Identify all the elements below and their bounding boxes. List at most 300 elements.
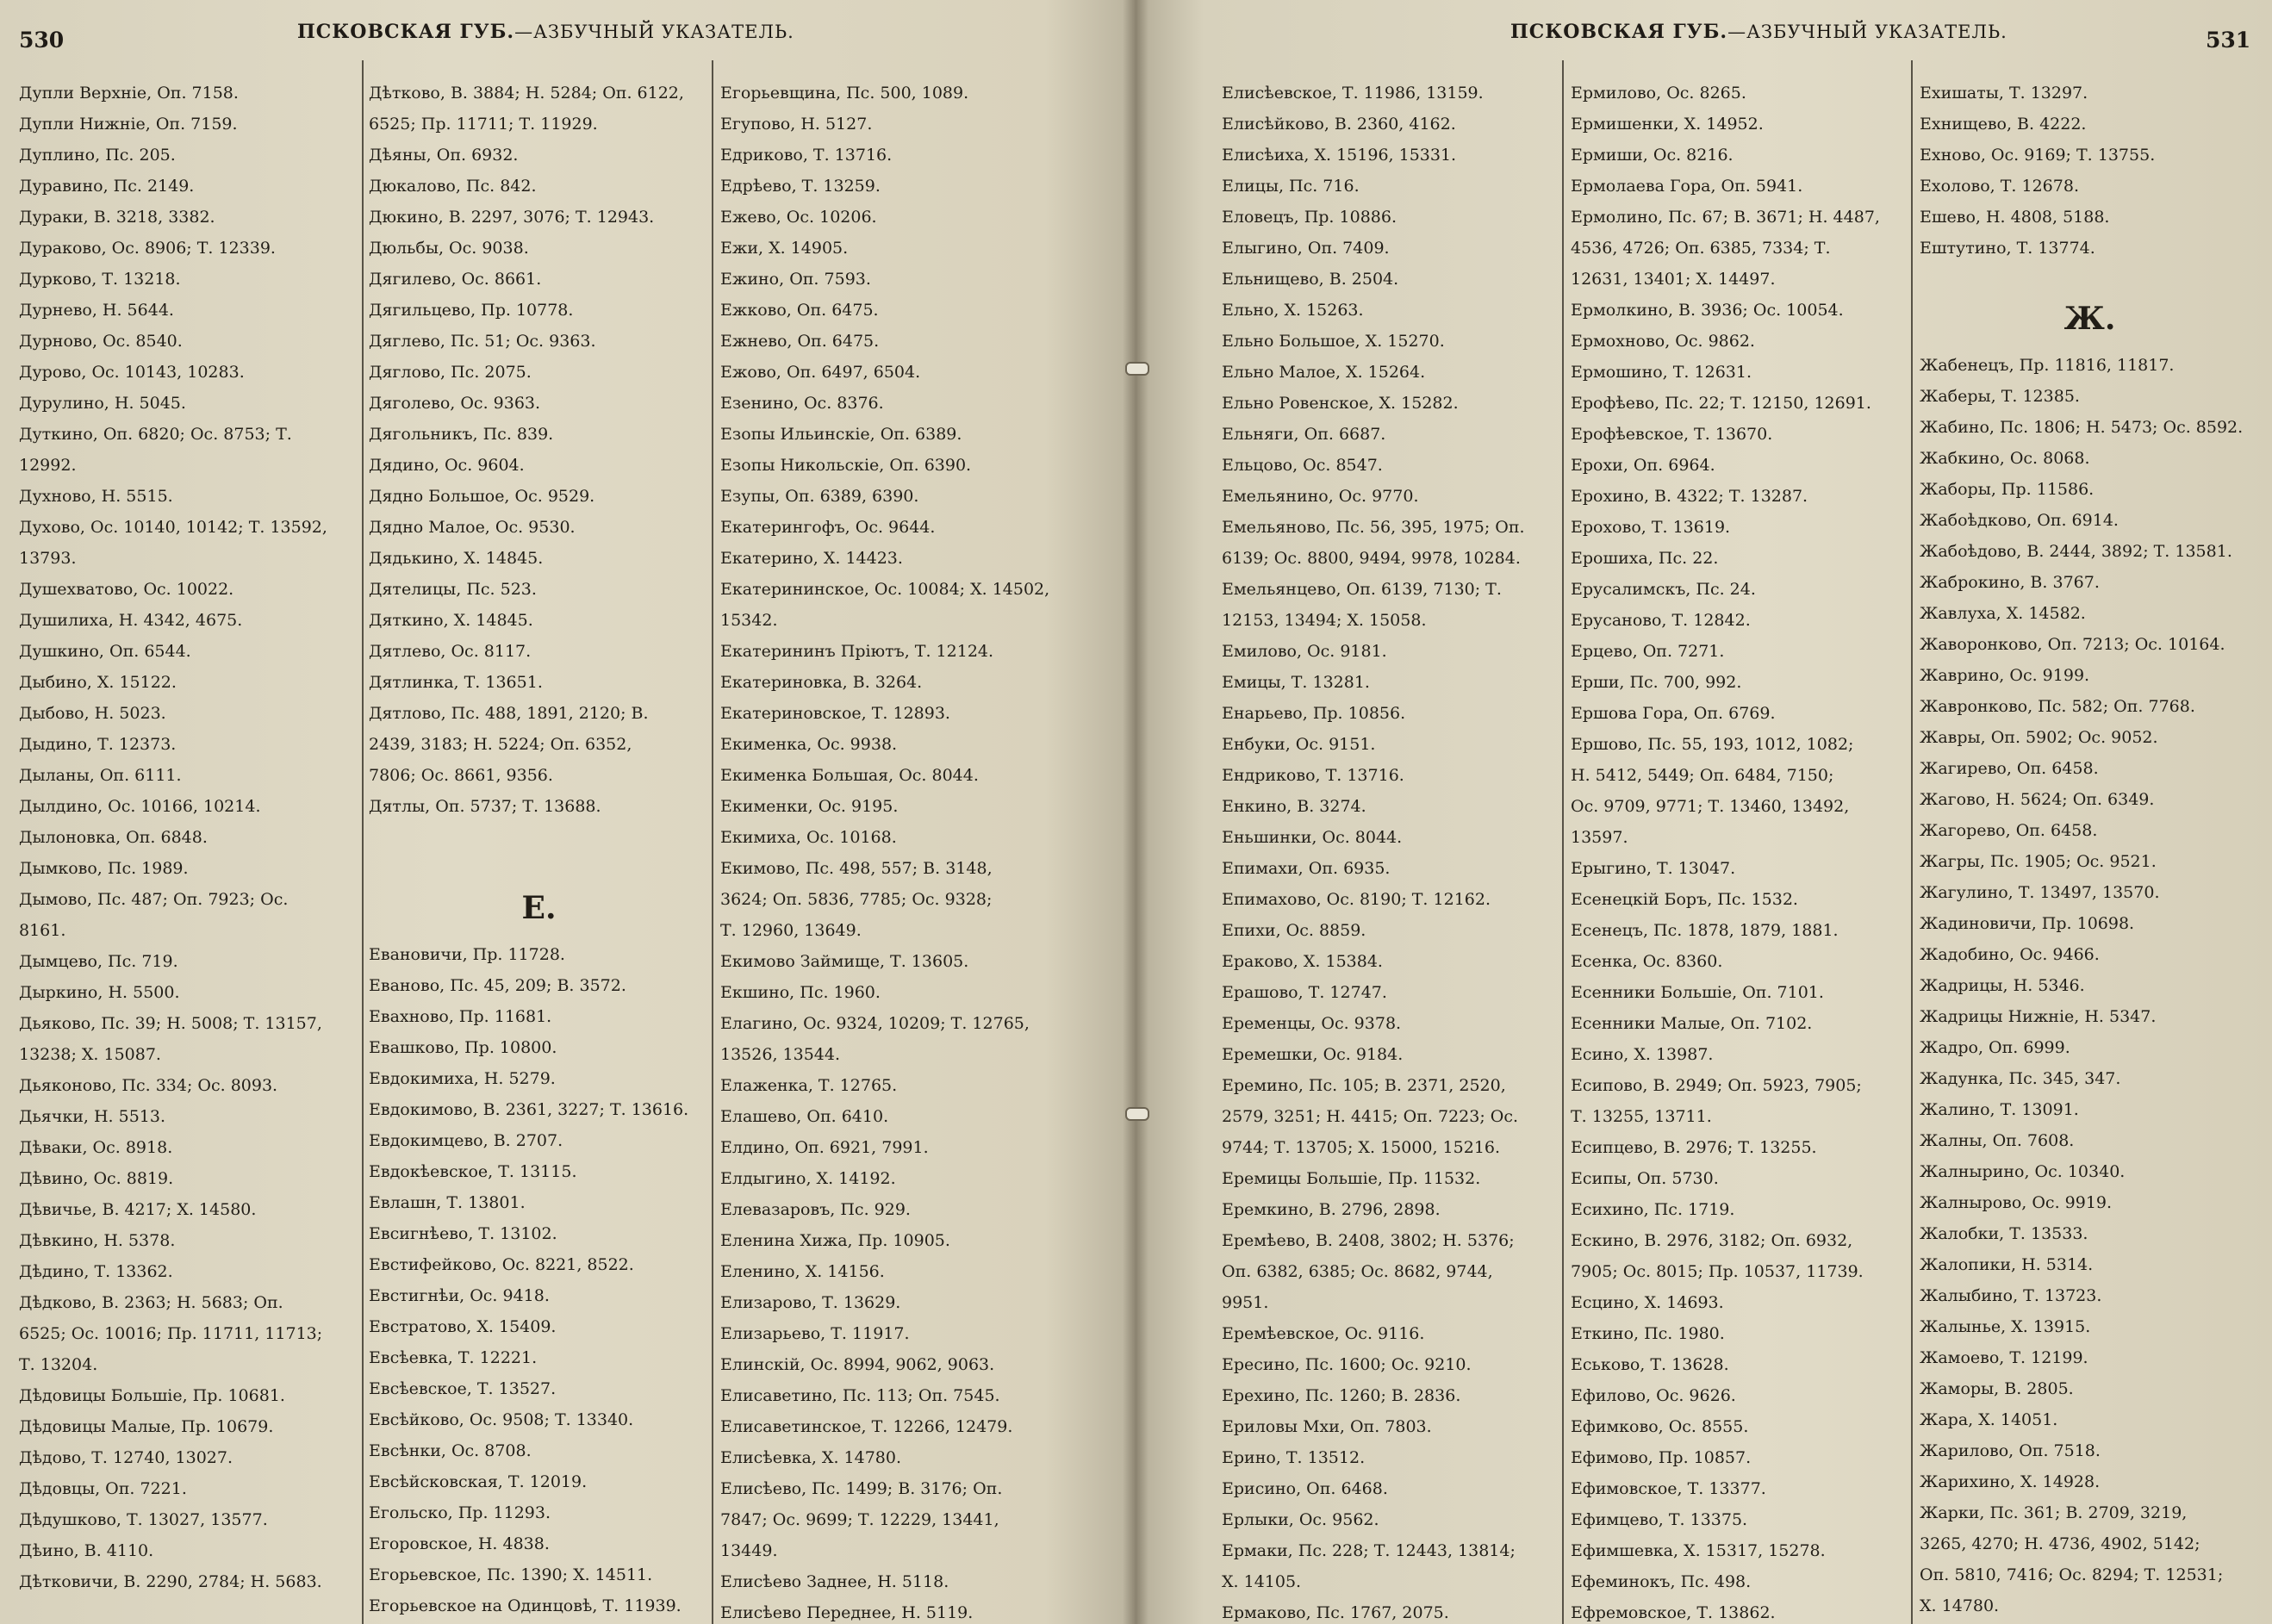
index-entry: Еськово, Т. 13628. <box>1571 1355 1729 1374</box>
index-entry: Жалнырово, Ос. 9919. <box>1920 1193 2113 1212</box>
index-entry: Емельяново, Пс. 56, 395, 1975; Оп. <box>1222 518 1525 537</box>
index-entry: Евсѣевка, Т. 12221. <box>369 1348 538 1367</box>
index-entry: Ефимово, Пр. 10857. <box>1571 1448 1752 1467</box>
index-entry: Евахново, Пр. 11681. <box>369 1007 552 1026</box>
index-entry: 7847; Ос. 9699; Т. 12229, 13441, <box>720 1510 999 1529</box>
index-entry: Ерцево, Оп. 7271. <box>1571 642 1725 661</box>
index-entry: Екимово, Пс. 498, 557; В. 3148, <box>720 859 993 878</box>
index-entry: Жадрицы Нижніе, Н. 5347. <box>1920 1007 2157 1026</box>
index-entry: Еваново, Пс. 45, 209; В. 3572. <box>369 976 626 995</box>
index-entry: Дюльбы, Ос. 9038. <box>369 239 529 258</box>
left-page-number: 530 <box>19 28 65 53</box>
index-entry: Дурново, Ос. 8540. <box>19 332 183 351</box>
index-entry: Ельняги, Оп. 6687. <box>1222 425 1386 444</box>
index-entry: Жадро, Оп. 6999. <box>1920 1038 2070 1057</box>
index-entry: Дураково, Ос. 8906; Т. 12339. <box>19 239 276 258</box>
index-entry: Дѣтково, В. 3884; Н. 5284; Оп. 6122, <box>369 84 684 103</box>
index-entry: Дупли Верхніе, Оп. 7158. <box>19 84 239 103</box>
index-entry: 13597. <box>1571 828 1628 847</box>
left-header-subtitle: —АЗБУЧНЫЙ УКАЗАТЕЛЬ. <box>514 22 794 42</box>
index-entry: Ефремовское, Т. 13862. <box>1571 1603 1776 1622</box>
index-entry: Ежино, Оп. 7593. <box>720 270 871 289</box>
index-entry: Дьяконово, Пс. 334; Ос. 8093. <box>19 1076 278 1095</box>
index-entry: Ехново, Ос. 9169; Т. 13755. <box>1920 146 2156 165</box>
index-entry: Ерошиха, Пс. 22. <box>1571 549 1719 568</box>
index-entry: Ельнищево, В. 2504. <box>1222 270 1399 289</box>
index-entry: Ераково, Х. 15384. <box>1222 952 1383 971</box>
index-entry: Ежево, Ос. 10206. <box>720 208 877 227</box>
index-entry: Жаврино, Ос. 9199. <box>1920 666 2090 685</box>
index-entry: Ефилово, Ос. 9626. <box>1571 1386 1736 1405</box>
index-entry: Ельно Малое, Х. 15264. <box>1222 363 1426 382</box>
index-entry: Жалопики, Н. 5314. <box>1920 1255 2094 1274</box>
index-entry: Егольско, Пр. 11293. <box>369 1503 551 1522</box>
index-entry: Дурово, Ос. 10143, 10283. <box>19 363 245 382</box>
index-entry: 8161. <box>19 921 66 940</box>
index-entry: Дюкино, В. 2297, 3076; Т. 12943. <box>369 208 655 227</box>
index-entry: Екатерининское, Ос. 10084; Х. 14502, <box>720 580 1050 599</box>
index-entry: Евдокимцево, В. 2707. <box>369 1131 563 1150</box>
index-entry: Ермолкино, В. 3936; Ос. 10054. <box>1571 301 1844 320</box>
right-header-subtitle: —АЗБУЧНЫЙ УКАЗАТЕЛЬ. <box>1727 22 2007 42</box>
left-running-header <box>297 21 794 43</box>
column-rule <box>1562 60 1564 1624</box>
index-entry: Духново, Н. 5515. <box>19 487 173 506</box>
index-entry: Жалыбино, Т. 13723. <box>1920 1286 2102 1305</box>
index-entry: Ехолово, Т. 12678. <box>1920 177 2079 196</box>
index-entry: Елисѣйково, В. 2360, 4162. <box>1222 115 1456 134</box>
index-entry: Егорьевское, Пс. 1390; Х. 14511. <box>369 1565 653 1584</box>
index-entry: Екимиха, Ос. 10168. <box>720 828 897 847</box>
index-entry: Ерыгино, Т. 13047. <box>1571 859 1736 878</box>
index-entry: Дымково, Пс. 1989. <box>19 859 189 878</box>
spacer <box>369 822 709 853</box>
index-entry: Ермохново, Ос. 9862. <box>1571 332 1755 351</box>
index-entry: Дѣдино, Т. 13362. <box>19 1262 173 1281</box>
left-column-2 <box>369 78 709 1624</box>
index-entry: Ерофѣево, Пс. 22; Т. 12150, 12691. <box>1571 394 1871 413</box>
index-entry: 6139; Ос. 8800, 9494, 9978, 10284. <box>1222 549 1521 568</box>
book-gutter <box>1123 0 1148 1624</box>
index-entry: Еленино, Х. 14156. <box>720 1262 885 1281</box>
index-entry: Ефеминокъ, Пс. 498. <box>1571 1572 1752 1591</box>
index-entry: 12631, 13401; Х. 14497. <box>1571 270 1776 289</box>
index-entry: Т. 12960, 13649. <box>720 921 862 940</box>
index-entry: 3624; Оп. 5836, 7785; Ос. 9328; <box>720 890 993 909</box>
index-entry: Духово, Ос. 10140, 10142; Т. 13592, <box>19 518 327 537</box>
index-entry: Ефимшевка, Х. 15317, 15278. <box>1571 1541 1826 1560</box>
index-entry: Ельно Большое, Х. 15270. <box>1222 332 1445 351</box>
index-entry: Жара, Х. 14051. <box>1920 1410 2058 1429</box>
index-entry: Дурулино, Н. 5045. <box>19 394 186 413</box>
index-entry: Жадрицы, Н. 5346. <box>1920 976 2085 995</box>
index-entry: Еньшинки, Ос. 8044. <box>1222 828 1403 847</box>
column-rule <box>1911 60 1913 1624</box>
index-entry: Жадобино, Ос. 9466. <box>1920 945 2100 964</box>
index-entry: Ермиши, Ос. 8216. <box>1571 146 1734 165</box>
index-entry: Есенецкій Боръ, Пс. 1532. <box>1571 890 1798 909</box>
index-entry: Ежнево, Оп. 6475. <box>720 332 880 351</box>
index-entry: Евлашн, Т. 13801. <box>369 1193 526 1212</box>
index-entry: 15342. <box>720 611 778 630</box>
index-entry: Жавры, Оп. 5902; Ос. 9052. <box>1920 728 2158 747</box>
index-entry: Жабкино, Ос. 8068. <box>1920 449 2090 468</box>
index-entry: Еременцы, Ос. 9378. <box>1222 1014 1402 1033</box>
index-entry: Дѣдовицы Малые, Пр. 10679. <box>19 1417 274 1436</box>
index-entry: Елашево, Оп. 6410. <box>720 1107 889 1126</box>
binding-stitch <box>1125 362 1149 376</box>
index-entry: Ежи, Х. 14905. <box>720 239 849 258</box>
index-entry: Жаморы, В. 2805. <box>1920 1379 2074 1398</box>
index-entry: Ерехино, Пс. 1260; В. 2836. <box>1222 1386 1461 1405</box>
index-entry: Дѣдово, Т. 12740, 13027. <box>19 1448 233 1467</box>
index-entry: Ерусаново, Т. 12842. <box>1571 611 1751 630</box>
index-entry: Ешево, Н. 4808, 5188. <box>1920 208 2110 227</box>
index-entry: Есенники Большіе, Оп. 7101. <box>1571 983 1824 1002</box>
index-entry: Дягольникъ, Пс. 839. <box>369 425 554 444</box>
index-entry: Ермилово, Ос. 8265. <box>1571 84 1746 103</box>
index-entry: Оп. 6382, 6385; Ос. 8682, 9744, <box>1222 1262 1493 1281</box>
index-entry: Жаберы, Т. 12385. <box>1920 387 2080 406</box>
left-column-1 <box>19 78 359 1624</box>
index-entry: Емельянцево, Оп. 6139, 7130; Т. <box>1222 580 1502 599</box>
index-entry: Елицы, Пс. 716. <box>1222 177 1360 196</box>
index-entry: Х. 14780. <box>1920 1596 2000 1615</box>
right-header-title: ПСКОВСКАЯ ГУБ. <box>1510 21 1728 43</box>
index-entry: Едрѣево, Т. 13259. <box>720 177 881 196</box>
index-entry: Есипово, В. 2949; Оп. 5923, 7905; <box>1571 1076 1862 1095</box>
index-entry: Едриково, Т. 13716. <box>720 146 893 165</box>
index-entry: Есино, Х. 13987. <box>1571 1045 1714 1064</box>
index-entry: Екимово Займище, Т. 13605. <box>720 952 969 971</box>
index-entry: Ельцово, Ос. 8547. <box>1222 456 1383 475</box>
index-entry: Дятлинка, Т. 13651. <box>369 673 543 692</box>
index-entry: Екименка Большая, Ос. 8044. <box>720 766 979 785</box>
index-entry: Елевазаровъ, Пс. 929. <box>720 1200 911 1219</box>
index-entry: Жаброкино, В. 3767. <box>1920 573 2100 592</box>
index-entry: Дятлово, Пс. 488, 1891, 2120; В. <box>369 704 649 723</box>
index-entry: 4536, 4726; Оп. 6385, 7334; Т. <box>1571 239 1831 258</box>
index-entry: 12153, 13494; Х. 15058. <box>1222 611 1427 630</box>
index-entry: Дураки, В. 3218, 3382. <box>19 208 215 227</box>
index-entry: Дѣдково, В. 2363; Н. 5683; Оп. <box>19 1293 283 1312</box>
index-entry: Дурнево, Н. 5644. <box>19 301 174 320</box>
index-entry: Жарилово, Оп. 7518. <box>1920 1441 2101 1460</box>
index-entry: Енарьево, Пр. 10856. <box>1222 704 1406 723</box>
index-entry: Елаженка, Т. 12765. <box>720 1076 898 1095</box>
index-entry: Елисаветинское, Т. 12266, 12479. <box>720 1417 1013 1436</box>
index-entry: 6525; Пр. 11711; Т. 11929. <box>369 115 598 134</box>
index-entry: Дюкалово, Пс. 842. <box>369 177 537 196</box>
right-column-2 <box>1571 78 1911 1624</box>
index-entry: Дѣдушково, Т. 13027, 13577. <box>19 1510 268 1529</box>
index-entry: Евдокѣевское, Т. 13115. <box>369 1162 577 1181</box>
index-entry: Еремицы Большіе, Пр. 11532. <box>1222 1169 1481 1188</box>
binding-stitch <box>1125 1107 1149 1121</box>
index-entry: Еловецъ, Пр. 10886. <box>1222 208 1397 227</box>
right-page-number: 531 <box>2206 28 2251 53</box>
index-entry: Жабино, Пс. 1806; Н. 5473; Ос. 8592. <box>1920 418 2244 437</box>
index-entry: Ермошино, Т. 12631. <box>1571 363 1752 382</box>
section-letter-heading: Ж. <box>2063 301 2116 337</box>
index-entry: Екатерино, Х. 14423. <box>720 549 903 568</box>
index-entry: Евсѣйсковская, Т. 12019. <box>369 1472 588 1491</box>
index-entry: Ершова Гора, Оп. 6769. <box>1571 704 1776 723</box>
index-entry: 13449. <box>720 1541 778 1560</box>
index-entry: Дыбово, Н. 5023. <box>19 704 166 723</box>
index-entry: Егорьевское на Одинцовѣ, Т. 11939. <box>369 1596 682 1615</box>
index-entry: Ермаки, Пс. 228; Т. 12443, 13814; <box>1222 1541 1516 1560</box>
index-entry: Дыбино, Х. 15122. <box>19 673 177 692</box>
index-entry: Жагулино, Т. 13497, 13570. <box>1920 883 2160 902</box>
index-entry: Дягилево, Ос. 8661. <box>369 270 542 289</box>
index-entry: 7905; Ос. 8015; Пр. 10537, 11739. <box>1571 1262 1864 1281</box>
index-entry: Ос. 9709, 9771; Т. 13460, 13492, <box>1571 797 1850 816</box>
index-entry: Жамоево, Т. 12199. <box>1920 1348 2088 1367</box>
index-entry: Дядно Большое, Ос. 9529. <box>369 487 595 506</box>
index-entry: Епимахи, Оп. 6935. <box>1222 859 1391 878</box>
left-column-3 <box>720 78 1061 1624</box>
index-entry: Елисѣево Заднее, Н. 5118. <box>720 1572 949 1591</box>
index-entry: Т. 13204. <box>19 1355 98 1374</box>
index-entry: Н. 5412, 5449; Оп. 6484, 7150; <box>1571 766 1834 785</box>
index-entry: Ерашово, Т. 12747. <box>1222 983 1387 1002</box>
section-letter-heading: Е. <box>521 890 557 926</box>
index-entry: Елисѣево Переднее, Н. 5119. <box>720 1603 974 1622</box>
index-entry: Евдокимово, В. 2361, 3227; Т. 13616. <box>369 1100 689 1119</box>
index-entry: Дяголево, Ос. 9363. <box>369 394 541 413</box>
index-entry: Дьяково, Пс. 39; Н. 5008; Т. 13157, <box>19 1014 322 1033</box>
index-entry: Дуткино, Оп. 6820; Ос. 8753; Т. <box>19 425 292 444</box>
column-rule <box>712 60 713 1624</box>
index-entry: Жалобки, Т. 13533. <box>1920 1224 2088 1243</box>
index-entry: Дуплино, Пс. 205. <box>19 146 176 165</box>
index-entry: Дымцево, Пс. 719. <box>19 952 178 971</box>
right-column-3 <box>1920 78 2260 1624</box>
index-entry: Езопы Никольскіе, Оп. 6390. <box>720 456 972 475</box>
index-entry: Екатериновское, Т. 12893. <box>720 704 950 723</box>
index-entry: Есипцево, В. 2976; Т. 13255. <box>1571 1138 1817 1157</box>
index-entry: Езупы, Оп. 6389, 6390. <box>720 487 919 506</box>
index-entry: Ершово, Пс. 55, 193, 1012, 1082; <box>1571 735 1854 754</box>
index-entry: Елдино, Оп. 6921, 7991. <box>720 1138 929 1157</box>
index-entry: Дяглево, Пс. 51; Ос. 9363. <box>369 332 596 351</box>
index-entry: Енбуки, Ос. 9151. <box>1222 735 1376 754</box>
index-entry: Екатерингофъ, Ос. 9644. <box>720 518 936 537</box>
index-entry: Дымово, Пс. 487; Оп. 7923; Ос. <box>19 890 289 909</box>
index-entry: Жагово, Н. 5624; Оп. 6349. <box>1920 790 2155 809</box>
index-entry: Евашково, Пр. 10800. <box>369 1038 557 1057</box>
index-entry: Евсѣйково, Ос. 9508; Т. 13340. <box>369 1410 634 1429</box>
index-entry: Ерлыки, Ос. 9562. <box>1222 1510 1379 1529</box>
index-entry: Дѣяны, Оп. 6932. <box>369 146 519 165</box>
index-entry: 12992. <box>19 456 77 475</box>
index-entry: Евсѣевское, Т. 13527. <box>369 1379 557 1398</box>
index-entry: Елисаветино, Пс. 113; Оп. 7545. <box>720 1386 1000 1405</box>
index-entry: Ермолино, Пс. 67; В. 3671; Н. 4487, <box>1571 208 1880 227</box>
index-entry: Евстигнѣи, Ос. 9418. <box>369 1286 550 1305</box>
index-entry: Елыгино, Оп. 7409. <box>1222 239 1390 258</box>
index-entry: Дѣдовцы, Оп. 7221. <box>19 1479 187 1498</box>
index-entry: Ежково, Оп. 6475. <box>720 301 879 320</box>
index-entry: Дыдино, Т. 12373. <box>19 735 177 754</box>
index-entry: Евдокимиха, Н. 5279. <box>369 1069 556 1088</box>
index-entry: Дятлы, Оп. 5737; Т. 13688. <box>369 797 601 816</box>
index-entry: Дядино, Ос. 9604. <box>369 456 525 475</box>
index-entry: Елагино, Ос. 9324, 10209; Т. 12765, <box>720 1014 1030 1033</box>
column-rule <box>362 60 364 1624</box>
index-entry: 6525; Ос. 10016; Пр. 11711, 11713; <box>19 1324 323 1343</box>
index-entry: Еремешки, Ос. 9184. <box>1222 1045 1404 1064</box>
index-entry: Дѣино, В. 4110. <box>19 1541 154 1560</box>
index-entry: Дѣтковичи, В. 2290, 2784; Н. 5683. <box>19 1572 322 1591</box>
index-entry: Есенники Малые, Оп. 7102. <box>1571 1014 1813 1033</box>
index-entry: Ерохи, Оп. 6964. <box>1571 456 1715 475</box>
index-entry: Жарихино, Х. 14928. <box>1920 1472 2101 1491</box>
index-entry: Жаборы, Пр. 11586. <box>1920 480 2095 499</box>
index-entry: Ехишаты, Т. 13297. <box>1920 84 2088 103</box>
index-entry: Ежово, Оп. 6497, 6504. <box>720 363 921 382</box>
index-entry: Еремкино, В. 2796, 2898. <box>1222 1200 1441 1219</box>
index-entry: Еткино, Пс. 1980. <box>1571 1324 1725 1343</box>
index-entry: Езенино, Ос. 8376. <box>720 394 884 413</box>
index-entry: Еремино, Пс. 105; В. 2371, 2520, <box>1222 1076 1506 1095</box>
index-entry: Жагирево, Оп. 6458. <box>1920 759 2099 778</box>
index-entry: Евстратово, Х. 15409. <box>369 1317 557 1336</box>
index-entry: Елисѣевское, Т. 11986, 13159. <box>1222 84 1484 103</box>
index-entry: Ерино, Т. 13512. <box>1222 1448 1366 1467</box>
index-entry: Дягильцево, Пр. 10778. <box>369 301 574 320</box>
index-entry: Елисѣевка, Х. 14780. <box>720 1448 902 1467</box>
index-entry: Екатерининъ Пріютъ, Т. 12124. <box>720 642 994 661</box>
index-entry: 13238; Х. 15087. <box>19 1045 161 1064</box>
index-entry: Екименки, Ос. 9195. <box>720 797 899 816</box>
index-entry: Ермолаева Гора, Оп. 5941. <box>1571 177 1803 196</box>
index-entry: 13793. <box>19 549 77 568</box>
index-entry: Епимахово, Ос. 8190; Т. 12162. <box>1222 890 1491 909</box>
index-entry: Ендриково, Т. 13716. <box>1222 766 1404 785</box>
index-entry: Жабенецъ, Пр. 11816, 11817. <box>1920 356 2175 375</box>
right-page <box>1136 0 2272 1624</box>
index-entry: Егорьевщина, Пс. 500, 1089. <box>720 84 969 103</box>
index-entry: Дыланы, Оп. 6111. <box>19 766 182 785</box>
index-entry: Жалны, Оп. 7608. <box>1920 1131 2075 1150</box>
index-entry: Елизарьево, Т. 11917. <box>720 1324 910 1343</box>
index-entry: Жадиновичи, Пр. 10698. <box>1920 914 2135 933</box>
index-entry: Ерши, Пс. 700, 992. <box>1571 673 1742 692</box>
index-entry: Ерохово, Т. 13619. <box>1571 518 1731 537</box>
index-entry: Ефимково, Ос. 8555. <box>1571 1417 1749 1436</box>
index-entry: Ефимцево, Т. 13375. <box>1571 1510 1748 1529</box>
index-entry: Ельно Ровенское, Х. 15282. <box>1222 394 1459 413</box>
left-header-title: ПСКОВСКАЯ ГУБ. <box>297 21 515 43</box>
index-entry: Жарки, Пс. 361; В. 2709, 3219, <box>1920 1503 2188 1522</box>
index-entry: Дылоновка, Оп. 6848. <box>19 828 208 847</box>
index-entry: Дѣвкино, Н. 5378. <box>19 1231 176 1250</box>
index-entry: Дядно Малое, Ос. 9530. <box>369 518 576 537</box>
index-entry: Есипы, Оп. 5730. <box>1571 1169 1719 1188</box>
index-entry: Ерусалимскъ, Пс. 24. <box>1571 580 1756 599</box>
index-entry: Дядькино, Х. 14845. <box>369 549 544 568</box>
index-entry: Жалынье, Х. 13915. <box>1920 1317 2091 1336</box>
index-entry: 7806; Ос. 8661, 9356. <box>369 766 553 785</box>
index-entry: Еремѣево, В. 2408, 3802; Н. 5376; <box>1222 1231 1515 1250</box>
index-entry: Епихи, Ос. 8859. <box>1222 921 1366 940</box>
index-entry: 9744; Т. 13705; Х. 15000, 15216. <box>1222 1138 1501 1157</box>
index-entry: Ересино, Пс. 1600; Ос. 9210. <box>1222 1355 1472 1374</box>
index-entry: Дятелицы, Пс. 523. <box>369 580 537 599</box>
index-entry: Ехнищево, В. 4222. <box>1920 115 2087 134</box>
index-entry: Езопы Ильинскіе, Оп. 6389. <box>720 425 962 444</box>
index-entry: Душкино, Оп. 6544. <box>19 642 191 661</box>
index-entry: Жабоѣдово, В. 2444, 3892; Т. 13581. <box>1920 542 2232 561</box>
index-entry: Жабоѣдково, Оп. 6914. <box>1920 511 2119 530</box>
index-entry: Жагры, Пс. 1905; Ос. 9521. <box>1920 852 2157 871</box>
index-entry: Дупли Нижніе, Оп. 7159. <box>19 115 238 134</box>
index-entry: Жагорево, Оп. 6458. <box>1920 821 2098 840</box>
index-entry: Жавлуха, Х. 14582. <box>1920 604 2086 623</box>
index-entry: Елдыгино, Х. 14192. <box>720 1169 896 1188</box>
index-entry: Евсигнѣево, Т. 13102. <box>369 1224 557 1243</box>
index-entry: Емилово, Ос. 9181. <box>1222 642 1387 661</box>
index-entry: 2579, 3251; Н. 4415; Оп. 7223; Ос. <box>1222 1107 1519 1126</box>
index-entry: Егупово, Н. 5127. <box>720 115 873 134</box>
index-entry: Душилиха, Н. 4342, 4675. <box>19 611 243 630</box>
right-running-header <box>1510 21 2007 43</box>
index-entry: 13526, 13544. <box>720 1045 841 1064</box>
index-entry: Екшино, Пс. 1960. <box>720 983 881 1002</box>
index-entry: Егоровское, Н. 4838. <box>369 1534 550 1553</box>
index-entry: Душехватово, Ос. 10022. <box>19 580 234 599</box>
index-entry: Екименка, Ос. 9938. <box>720 735 898 754</box>
index-entry: Еленина Хижа, Пр. 10905. <box>720 1231 950 1250</box>
index-entry: Ескино, В. 2976, 3182; Оп. 6932, <box>1571 1231 1853 1250</box>
index-entry: Дяглово, Пс. 2075. <box>369 363 532 382</box>
index-entry: Дуравино, Пс. 2149. <box>19 177 195 196</box>
index-entry: Жалино, Т. 13091. <box>1920 1100 2079 1119</box>
index-entry: Есенецъ, Пс. 1878, 1879, 1881. <box>1571 921 1839 940</box>
index-entry: Ештутино, Т. 13774. <box>1920 239 2095 258</box>
index-entry: Дятлево, Ос. 8117. <box>369 642 532 661</box>
index-entry: Ерисино, Оп. 6468. <box>1222 1479 1388 1498</box>
index-entry: Елизарово, Т. 13629. <box>720 1293 901 1312</box>
index-entry: Дурково, Т. 13218. <box>19 270 181 289</box>
index-entry: Ермишенки, Х. 14952. <box>1571 115 1764 134</box>
index-entry: Емельянино, Ос. 9770. <box>1222 487 1419 506</box>
index-entry: Ермаково, Пс. 1767, 2075. <box>1222 1603 1449 1622</box>
index-entry: Енкино, В. 3274. <box>1222 797 1366 816</box>
index-entry: Х. 14105. <box>1222 1572 1302 1591</box>
index-entry: Емицы, Т. 13281. <box>1222 673 1370 692</box>
index-entry: Ефимовское, Т. 13377. <box>1571 1479 1766 1498</box>
index-entry: Жавронково, Пс. 582; Оп. 7768. <box>1920 697 2195 716</box>
index-entry: Ерофѣевское, Т. 13670. <box>1571 425 1773 444</box>
index-entry: Есцино, Х. 14693. <box>1571 1293 1724 1312</box>
index-entry: Еремѣевское, Ос. 9116. <box>1222 1324 1425 1343</box>
index-entry: Дѣваки, Ос. 8918. <box>19 1138 173 1157</box>
index-entry: Ельно, Х. 15263. <box>1222 301 1364 320</box>
index-entry: Елисѣиха, Х. 15196, 15331. <box>1222 146 1457 165</box>
index-entry: Оп. 5810, 7416; Ос. 8294; Т. 12531; <box>1920 1565 2224 1584</box>
index-entry: Жаворонково, Оп. 7213; Ос. 10164. <box>1920 635 2225 654</box>
index-entry: Дьячки, Н. 5513. <box>19 1107 165 1126</box>
index-entry: Дяткино, Х. 14845. <box>369 611 533 630</box>
index-entry: Жалнырино, Ос. 10340. <box>1920 1162 2126 1181</box>
index-entry: 2439, 3183; Н. 5224; Оп. 6352, <box>369 735 632 754</box>
index-entry: Евстифейково, Ос. 8221, 8522. <box>369 1255 634 1274</box>
index-entry: Дѣдовицы Большіе, Пр. 10681. <box>19 1386 285 1405</box>
index-entry: Дѣвино, Ос. 8819. <box>19 1169 174 1188</box>
